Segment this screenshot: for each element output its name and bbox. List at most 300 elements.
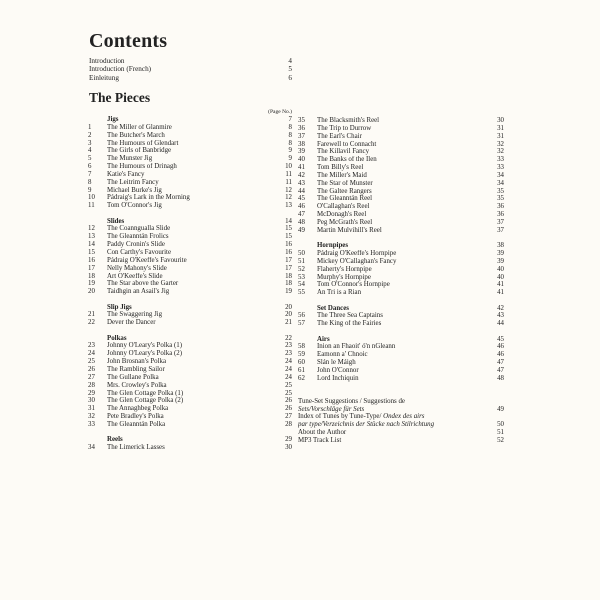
- about-author-title: About the Author: [298, 429, 347, 437]
- section-gap: [88, 327, 292, 335]
- toc-row: [298, 195, 504, 203]
- section-page: 7: [288, 116, 292, 123]
- index-by-type-text: [298, 413, 490, 429]
- toc-row: [298, 289, 504, 297]
- tune-title: Johnny O'Leary's Polka (1): [107, 342, 183, 350]
- tune-number: 35: [298, 117, 305, 124]
- toc-row: [88, 249, 292, 257]
- tune-title: Pete Bradley's Polka: [107, 413, 164, 421]
- section-page: 45: [497, 335, 504, 343]
- tune-number: 43: [298, 179, 305, 187]
- section-page: 22: [285, 334, 292, 342]
- tune-title: John Brosnan's Polka: [107, 358, 167, 366]
- tune-number: 31: [88, 405, 95, 413]
- toc-row: [88, 171, 292, 179]
- tune-title: Mrs. Crowley's Polka: [107, 381, 167, 389]
- tune-number: 28: [88, 381, 95, 389]
- tune-title: Éamonn a' Chnoic: [317, 351, 368, 359]
- index-line1: Index of Tunes by Tune-Type/: [298, 413, 384, 421]
- tune-number: 26: [88, 365, 95, 373]
- tune-page: 18: [285, 280, 292, 288]
- tune-title: The Galtee Rangers: [317, 187, 372, 195]
- toc-row: [88, 288, 292, 296]
- tune-title: Inion an Fhaoit' ó'n nGleann: [317, 343, 396, 351]
- tune-number: 47: [298, 211, 305, 219]
- toc-row: [298, 133, 504, 141]
- tune-page: 46: [497, 351, 504, 359]
- tune-page: 15: [285, 233, 292, 241]
- tune-page: 41: [497, 281, 504, 289]
- tune-page: 47: [497, 359, 504, 367]
- index-by-type: [298, 413, 504, 429]
- toc-row: [298, 172, 504, 180]
- tune-title: John O'Connor: [317, 366, 359, 374]
- tune-set-suggestions-page: 49: [497, 405, 504, 413]
- section-gap: [88, 210, 292, 218]
- tune-number: 9: [88, 186, 92, 194]
- tune-page: 33: [497, 156, 504, 164]
- toc-row: [88, 382, 292, 390]
- section-heading: [88, 436, 292, 444]
- section-spacer: [88, 335, 107, 343]
- toc-row: [298, 164, 504, 172]
- tune-title: The Banks of the Ilen: [317, 156, 377, 164]
- tune-page: 48: [497, 374, 504, 382]
- section-page: 14: [285, 217, 292, 225]
- tune-page: 16: [285, 249, 292, 256]
- tune-title: The Leitrim Fancy: [107, 178, 159, 186]
- tune-title: Martin Mulvihill's Reel: [317, 226, 382, 234]
- tune-page: 25: [285, 389, 292, 397]
- tune-number: 23: [88, 342, 95, 350]
- toc-row: [88, 350, 292, 358]
- tune-title: Tom O'Connor's Jig: [107, 202, 162, 210]
- section-gap: [88, 296, 292, 304]
- tune-page: 19: [285, 288, 292, 296]
- tune-title: Peg McGrath's Reel: [317, 218, 373, 226]
- tune-title: Slán le Máigh: [317, 359, 356, 367]
- tune-number: 51: [298, 257, 305, 265]
- toc-row: [298, 266, 504, 274]
- tune-number: 55: [298, 289, 305, 297]
- tune-number: 30: [88, 397, 95, 405]
- tune-page: 26: [285, 405, 292, 413]
- tune-title: Pádraig O'Keeffe's Hornpipe: [317, 250, 397, 257]
- section-name: Jigs: [107, 116, 119, 123]
- tune-title: The Trip to Durrow: [317, 124, 372, 132]
- tune-number: 62: [298, 374, 305, 382]
- toc-row: [88, 342, 292, 350]
- toc-row: [88, 163, 292, 171]
- toc-row: [88, 273, 292, 281]
- tune-number: 19: [88, 280, 95, 288]
- section-gap: [298, 297, 504, 305]
- tune-number: 24: [88, 350, 95, 358]
- tune-number: 16: [88, 256, 95, 264]
- tune-title: Michael Burke's Jig: [107, 186, 162, 194]
- tune-page: 23: [285, 350, 292, 358]
- tune-page: 37: [497, 226, 504, 234]
- tune-number: 5: [88, 155, 92, 163]
- toc-row: [88, 311, 292, 319]
- toc-row: [88, 444, 292, 452]
- tune-title: The Gleanntán Reel: [317, 195, 373, 203]
- toc-row: [88, 202, 292, 210]
- tune-number: 46: [298, 203, 305, 211]
- tune-number: 22: [88, 319, 95, 327]
- toc-row: [298, 312, 504, 320]
- tune-page: 24: [285, 365, 292, 373]
- tune-number: 14: [88, 241, 95, 249]
- tune-page: 39: [497, 257, 504, 265]
- section-heading: [298, 305, 504, 313]
- section-spacer: [88, 116, 107, 124]
- tune-page: 10: [285, 163, 292, 171]
- tune-title: The Star above the Garter: [107, 280, 179, 288]
- tune-title: Tom O'Connor's Hornpipe: [317, 281, 390, 289]
- toc-row: [88, 124, 292, 132]
- tune-page: 36: [497, 211, 504, 219]
- tune-title: An Tri is a Rian: [317, 289, 362, 297]
- tune-page: 47: [497, 366, 504, 374]
- tune-title: The Humours of Drinagh: [107, 163, 177, 171]
- toc-row: [298, 148, 504, 156]
- tune-number: 15: [88, 249, 95, 256]
- toc-row: [298, 117, 504, 125]
- toc-row: [88, 257, 292, 265]
- toc-row: [88, 413, 292, 421]
- tune-number: 48: [298, 218, 305, 226]
- tune-title: Flaherty's Hornpipe: [317, 265, 372, 273]
- tune-page: 11: [285, 178, 292, 186]
- section-name: Hornpipes: [317, 242, 349, 250]
- tune-page: 43: [497, 312, 504, 320]
- toc-row: [298, 188, 504, 196]
- tune-page: 34: [497, 171, 504, 179]
- left-column: [88, 109, 292, 452]
- toc-row: [88, 225, 292, 233]
- tune-number: 49: [298, 226, 305, 234]
- tune-page: 13: [285, 202, 292, 210]
- tune-page: 23: [285, 342, 292, 350]
- tune-page: 35: [497, 187, 504, 195]
- section-heading: [88, 335, 292, 343]
- tune-number: 37: [298, 132, 305, 140]
- mp3-page: 52: [497, 436, 504, 444]
- tune-title: Murphy's Hornpipe: [317, 273, 371, 281]
- tune-page: 18: [285, 272, 292, 280]
- tune-page: 30: [285, 444, 292, 452]
- section-page: 29: [285, 436, 292, 444]
- toc-row: [298, 343, 504, 351]
- section-name: Slip Jigs: [107, 303, 132, 311]
- tune-title: The Butcher's March: [107, 131, 165, 139]
- tune-page: 32: [497, 140, 504, 148]
- tune-number: 18: [88, 272, 95, 280]
- index-line1-it: Ondex des airs: [383, 413, 425, 421]
- section-spacer: [298, 336, 317, 344]
- tune-page: 34: [497, 179, 504, 187]
- section-gap: [88, 429, 292, 437]
- toc-row: [88, 374, 292, 382]
- right-column: [298, 117, 504, 445]
- section-heading: [298, 336, 504, 344]
- tune-number: 60: [298, 359, 305, 367]
- tune-page: 24: [285, 358, 292, 366]
- tune-page: 11: [285, 170, 292, 178]
- tune-page: 46: [497, 343, 504, 351]
- tune-page: 9: [288, 147, 292, 155]
- section-gap: [298, 328, 504, 336]
- section-gap: [298, 390, 504, 398]
- tune-title: The Glen Cottage Polka (1): [107, 389, 184, 397]
- tune-title: The Blacksmith's Reel: [317, 117, 380, 124]
- page-title: Contents: [89, 30, 168, 52]
- tune-title: Con Carthy's Favourite: [107, 249, 172, 256]
- section-page: 20: [285, 303, 292, 311]
- toc-row: [88, 397, 292, 405]
- tune-number: 11: [88, 202, 95, 210]
- about-author-page: 51: [497, 429, 504, 437]
- tune-page: 16: [285, 241, 292, 249]
- toc-row: [298, 227, 504, 235]
- tune-title: The Girls of Banbridge: [107, 147, 172, 155]
- tune-number: 32: [88, 413, 95, 421]
- tune-title: The Coanngualla Slide: [107, 225, 171, 233]
- toc-row: [298, 359, 504, 367]
- section-spacer: [88, 304, 107, 312]
- toc-row: [298, 203, 504, 211]
- toc-row: [88, 405, 292, 413]
- tune-number: 33: [88, 420, 95, 428]
- tune-number: 6: [88, 163, 92, 171]
- toc-row: [88, 233, 292, 241]
- toc-row: [88, 319, 292, 327]
- toc-row: [88, 358, 292, 366]
- tune-number: 44: [298, 187, 305, 195]
- tune-page: 8: [288, 123, 292, 131]
- toc-row: [298, 320, 504, 328]
- tune-title: The Rambling Sailor: [107, 365, 165, 373]
- tune-title: McDonagh's Reel: [317, 211, 367, 219]
- tune-page: 8: [288, 131, 292, 139]
- toc-row: [298, 211, 504, 219]
- tune-title: Paddy Cronin's Slide: [107, 241, 165, 249]
- tune-number: 41: [298, 164, 305, 172]
- tune-page: 41: [497, 289, 504, 297]
- toc-row: [88, 179, 292, 187]
- pieces-heading: The Pieces: [89, 90, 151, 105]
- tune-number: 10: [88, 194, 95, 202]
- section-name: Reels: [107, 436, 123, 444]
- tune-number: 8: [88, 178, 92, 186]
- toc-row: [298, 274, 504, 282]
- tune-number: 52: [298, 265, 305, 273]
- mp3-track-list: [298, 437, 504, 445]
- tune-title: Taidhgin an Asail's Jig: [107, 288, 170, 296]
- toc-row: [88, 265, 292, 273]
- mp3-title: MP3 Track List: [298, 436, 342, 444]
- tune-number: 4: [88, 147, 92, 155]
- page-no-label: (Page No.): [268, 109, 292, 115]
- tune-page: 20: [285, 311, 292, 319]
- tune-number: 25: [88, 358, 95, 366]
- tune-number: 45: [298, 195, 305, 203]
- toc-row: [88, 147, 292, 155]
- toc-row: [88, 194, 292, 202]
- toc-row: [88, 280, 292, 288]
- tune-title: Katie's Fancy: [107, 170, 145, 178]
- tune-number: 42: [298, 171, 305, 179]
- tune-number: 21: [88, 311, 95, 319]
- tune-number: 17: [88, 264, 95, 272]
- toc-row: [88, 140, 292, 148]
- toc-row: [298, 180, 504, 188]
- tune-page: 21: [285, 319, 292, 327]
- section-page: 38: [497, 242, 504, 250]
- intro-list: [89, 57, 292, 82]
- tune-number: 38: [298, 140, 305, 148]
- tune-number: 27: [88, 373, 95, 381]
- tune-page: 36: [497, 203, 504, 211]
- tune-page: 8: [288, 139, 292, 147]
- tune-number: 12: [88, 225, 95, 233]
- tune-page: 39: [497, 250, 504, 257]
- section-name: Polkas: [107, 334, 127, 342]
- tune-title: The Gleanntán Frolics: [107, 233, 169, 241]
- tune-page: 12: [285, 194, 292, 202]
- section-spacer: [88, 436, 107, 444]
- tune-page: 31: [497, 132, 504, 140]
- tune-page: 17: [285, 264, 292, 272]
- tune-page: 40: [497, 273, 504, 281]
- tune-title: O'Callaghan's Reel: [317, 203, 370, 211]
- tune-page: 35: [497, 195, 504, 203]
- tune-page: 37: [497, 218, 504, 226]
- tune-title: Nelly Mahony's Slide: [107, 264, 167, 272]
- tune-number: 29: [88, 389, 95, 397]
- section-gap: [298, 235, 504, 243]
- toc-row: [298, 156, 504, 164]
- suggestions-line2: Sets/Vorschläge für Sets: [298, 405, 365, 413]
- section-page: 42: [497, 304, 504, 312]
- tune-page: 40: [497, 265, 504, 273]
- tune-number: 56: [298, 312, 305, 320]
- tune-number: 20: [88, 288, 95, 296]
- toc-row: [88, 241, 292, 249]
- section-name: Slides: [107, 217, 125, 225]
- section-heading: [298, 242, 504, 250]
- tune-set-suggestions-text: [298, 398, 490, 414]
- tune-page: 32: [497, 148, 504, 156]
- tune-number: 3: [88, 139, 92, 147]
- tune-title: The Humours of Glendart: [107, 139, 179, 147]
- tune-title: Johnny O'Leary's Polka (2): [107, 350, 183, 358]
- tune-page: 24: [285, 373, 292, 381]
- tune-page: 12: [285, 186, 292, 194]
- tune-title: Pádraig O'Keeffe's Favourite: [107, 256, 187, 264]
- tune-page: 33: [497, 164, 504, 172]
- tune-page: 30: [497, 117, 504, 124]
- tune-page: 15: [285, 225, 292, 233]
- toc-row: [298, 219, 504, 227]
- tune-title: The Munster Jig: [107, 155, 153, 163]
- tune-title: The Swaggering Jig: [107, 311, 163, 319]
- tune-page: 27: [285, 413, 292, 421]
- tune-title: The Killavil Fancy: [317, 148, 370, 156]
- tune-title: Pádraig's Lark in the Morning: [107, 194, 190, 202]
- tune-number: 13: [88, 233, 95, 241]
- tune-title: The Limerick Lasses: [107, 444, 165, 452]
- intro-item: Introduction 4: [89, 57, 292, 65]
- tune-number: 36: [298, 124, 305, 132]
- intro-item: Introduction (French) 5: [89, 65, 292, 74]
- section-name: Airs: [317, 335, 330, 343]
- toc-row: [298, 367, 504, 375]
- tune-number: 2: [88, 131, 92, 139]
- section-heading: [88, 116, 292, 124]
- section-spacer: [298, 242, 317, 250]
- about-author: [298, 429, 504, 437]
- tune-title: Tom Billy's Reel: [317, 164, 364, 172]
- tune-title: The Miller's Maid: [317, 171, 367, 179]
- tune-page: 9: [288, 155, 292, 163]
- tune-page: 28: [285, 420, 292, 428]
- toc-row: [88, 132, 292, 140]
- tune-title: The Gullane Polka: [107, 373, 159, 381]
- tune-number: 40: [298, 156, 305, 164]
- section-spacer: [88, 218, 107, 226]
- tune-number: 34: [88, 444, 95, 452]
- toc-row: [88, 187, 292, 195]
- tune-number: 58: [298, 343, 305, 351]
- tune-page: 44: [497, 320, 504, 328]
- tune-title: The Glen Cottage Polka (2): [107, 397, 184, 405]
- tune-page: 26: [285, 397, 292, 405]
- tune-page: 31: [497, 124, 504, 132]
- tune-title: The Earl's Chair: [317, 132, 362, 140]
- tune-number: 54: [298, 281, 305, 289]
- tune-set-suggestions: [298, 398, 504, 414]
- toc-row: [298, 375, 504, 383]
- tune-title: The Miller of Glanmire: [107, 123, 172, 131]
- toc-row: [88, 155, 292, 163]
- tune-page: 25: [285, 381, 292, 389]
- section-heading: [88, 304, 292, 312]
- tune-title: The Star of Munster: [317, 179, 373, 187]
- intro-item: Einleitung 6: [89, 73, 292, 82]
- toc-row: [298, 258, 504, 266]
- tune-title: The Three Sea Captains: [317, 312, 383, 320]
- tune-page: 17: [285, 256, 292, 264]
- tune-title: Art O'Keeffe's Slide: [107, 272, 163, 280]
- section-spacer: [298, 305, 317, 313]
- tune-title: Mickey O'Callaghan's Fancy: [317, 257, 397, 265]
- toc-row: [298, 281, 504, 289]
- tune-number: 50: [298, 250, 305, 257]
- section-name: Set Dances: [317, 304, 349, 312]
- tune-title: The Annaghbeg Polka: [107, 405, 169, 413]
- section-gap: [298, 383, 504, 391]
- toc-row: [298, 141, 504, 149]
- tune-number: 7: [88, 170, 92, 178]
- tune-title: The King of the Fairies: [317, 320, 382, 328]
- tune-number: 39: [298, 148, 305, 156]
- section-heading: [88, 218, 292, 226]
- toc-row: [88, 421, 292, 429]
- tune-title: Lord Inchiquin: [317, 374, 359, 382]
- toc-row: [298, 125, 504, 133]
